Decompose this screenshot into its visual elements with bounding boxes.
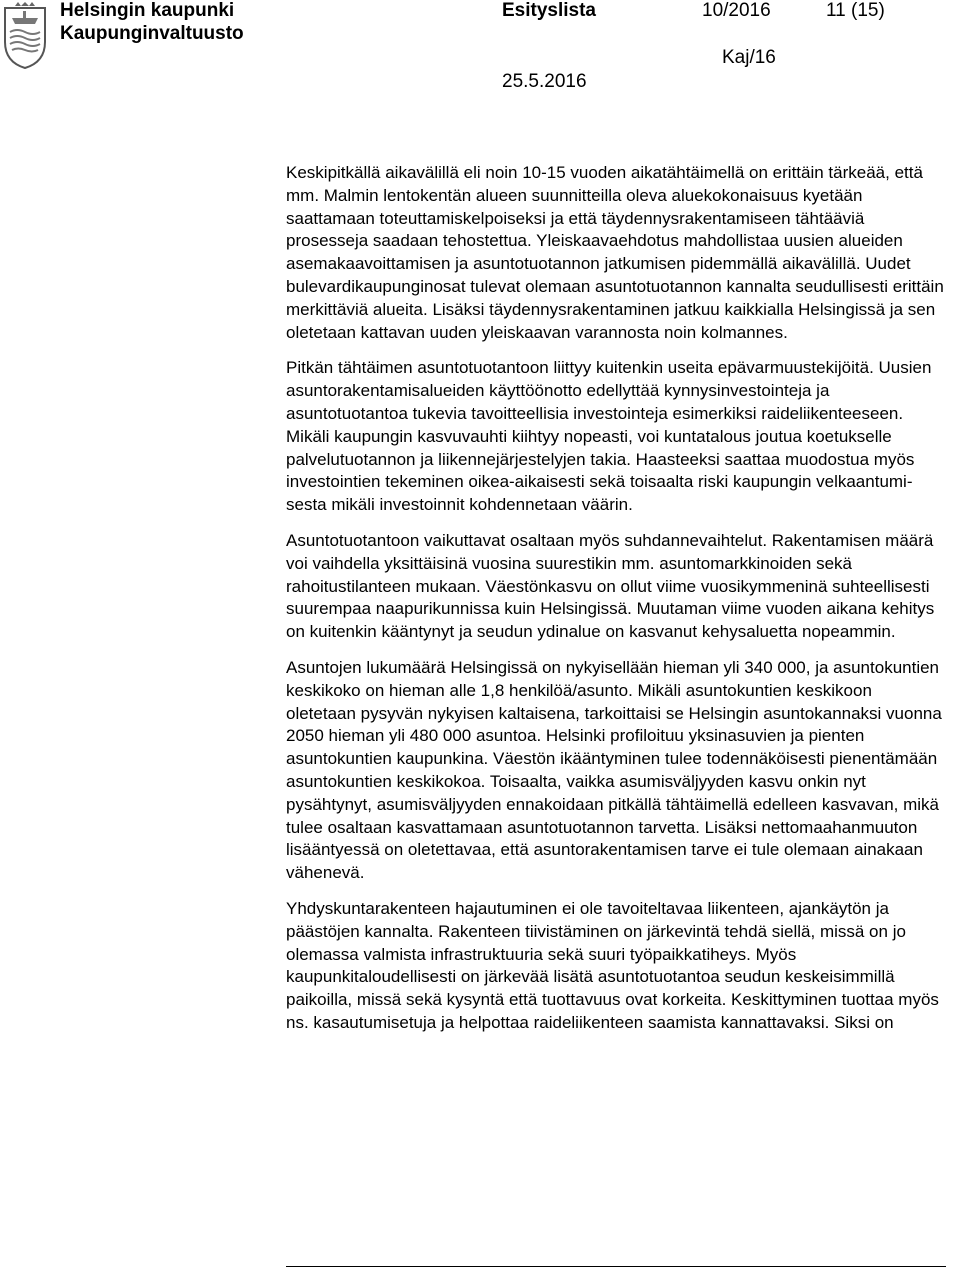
meeting-date: 25.5.2016	[502, 71, 587, 92]
document-body	[286, 162, 946, 1048]
paragraph: Keskipitkällä aikavälillä eli noin 10-15 vuoden aikatähtäimellä on erittäin tärkeää, että mm. Malmin lentokentän alueen suunnitteilla oleva aluekokonaisuus kyetään saattamaan toteuttamiskelpoiseksi ja että täydennysrakentamiseen tähtääviä prosesseja saadaan tehostettua. Yleiskaavaehdotus mahdollistaa uusien alueiden asemakaavoittamisen ja asuntotuotannon jatkumisen pidemmällä aikavälillä. Uudet bulevardikaupunginosat tulevat olemaan asuntotuotannon kannalta seudullisesti erittäin merkittäviä alueita. Lisäksi täydennysrakentaminen jatkuu kaikkialla Helsingissä ja sen oletetaan kattavan uuden yleiskaavan varannosta noin kolmannes.	[286, 163, 944, 342]
organization-body: Kaupunginvaltuusto	[60, 23, 244, 44]
document-number: 10/2016	[702, 0, 771, 21]
paragraph: Yhdyskuntarakenteen hajautuminen ei ole tavoiteltavaa liikenteen, ajankäytön ja päästöjen kannalta. Rakenteen tiivistäminen on järkevintä tehdä siellä, missä on jo olemassa valmista infrastruktuuria sekä suuri työpaikkatiheys. Myös kaupunkitaloudellisesti on järkevää lisätä asuntotuotantoa seudun keskeisimmillä paikoilla, missä sekä kysyntä että tuottavuus ovat korkeita. Keskittyminen tuottaa myös ns. kasautumisetuja ja helpottaa raideliikenteen saamista kannattavaksi. Siksi on	[286, 898, 939, 1032]
page-number: 11 (15)	[826, 0, 885, 21]
paragraph: Pitkän tähtäimen asuntotuotantoon liittyy kuitenkin useita epävarmuustekijöitä. Uusien asuntorakentamisalueiden käyttöönotto edellyttää kynnysinvestointeja ja asuntotuotantoa tukevia tavoitteellisia investointeja esimerkiksi raideliikenteeseen. Mikäli kaupungin kasvuvauhti kiihtyy nopeasti, voi kuntatalous joutua koetukselle palvelutuotannon ja liikennejärjestelyjen takia. Haasteeksi saattaa muodostua myös investointien tekeminen oikea-aikaisesti sekä toisaalta riski kaupungin velkaantumisesta mikäli investoinnit kohdennetaan väärin.	[286, 358, 932, 515]
document-type: Esityslista	[502, 0, 596, 21]
page-header	[0, 0, 960, 100]
section-code: Kaj/16	[722, 47, 776, 68]
footer-rule	[286, 1266, 946, 1267]
paragraph: Asuntojen lukumäärä Helsingissä on nykyisellään hieman yli 340 000, ja asuntokuntien keskikoko on hieman alle 1,8 henkilöä/asunto. Mikäli asuntokuntien keskikoon oletetaan pysyvän nykyisen kaltaisena, tarkoittaisi se Helsingin asuntokannaksi vuonna 2050 hieman yli 480 000 asuntoa. Helsinki profiloituu yksinasuvien ja pienten asuntokuntien kaupunkina. Väestön ikääntyminen tulee todennäköisesti pienentämään asuntokuntien keskikokoa. Toisaalta, vaikka asumisväljyyden kasvu onkin nyt pysähtynyt, asumisväljyyden ennakoidaan pitkällä tähtäimellä edelleen kasvavan, mikä tulee osaltaan kasvattamaan asuntotuotannon tarvetta. Lisäksi nettomaahanmuuton lisääntyessä on oletettavaa, että asuntorakentamisen tarve ei tule olemaan ainakaan vähenevä.	[286, 657, 942, 883]
helsinki-crest-icon	[2, 2, 48, 70]
organization-name: Helsingin kaupunki	[60, 0, 235, 21]
paragraph: Asuntotuotantoon vaikuttavat osaltaan myös suhdannevaihtelut. Rakentamisen määrä voi vaihdella yksittäisinä vuosina suurestikin mm. asuntomarkkinoiden sekä rahoitustilanteen mukaan. Väestönkasvu on ollut viime vuosikymmeninä suhteellisesti suurempaa naapurikunnissa kuin Helsingissä. Muutaman viime vuoden aikana kehitys on kuitenkin kääntynyt ja seudun ydinalue on kasvanut kehysaluetta nopeammin.	[286, 530, 935, 642]
